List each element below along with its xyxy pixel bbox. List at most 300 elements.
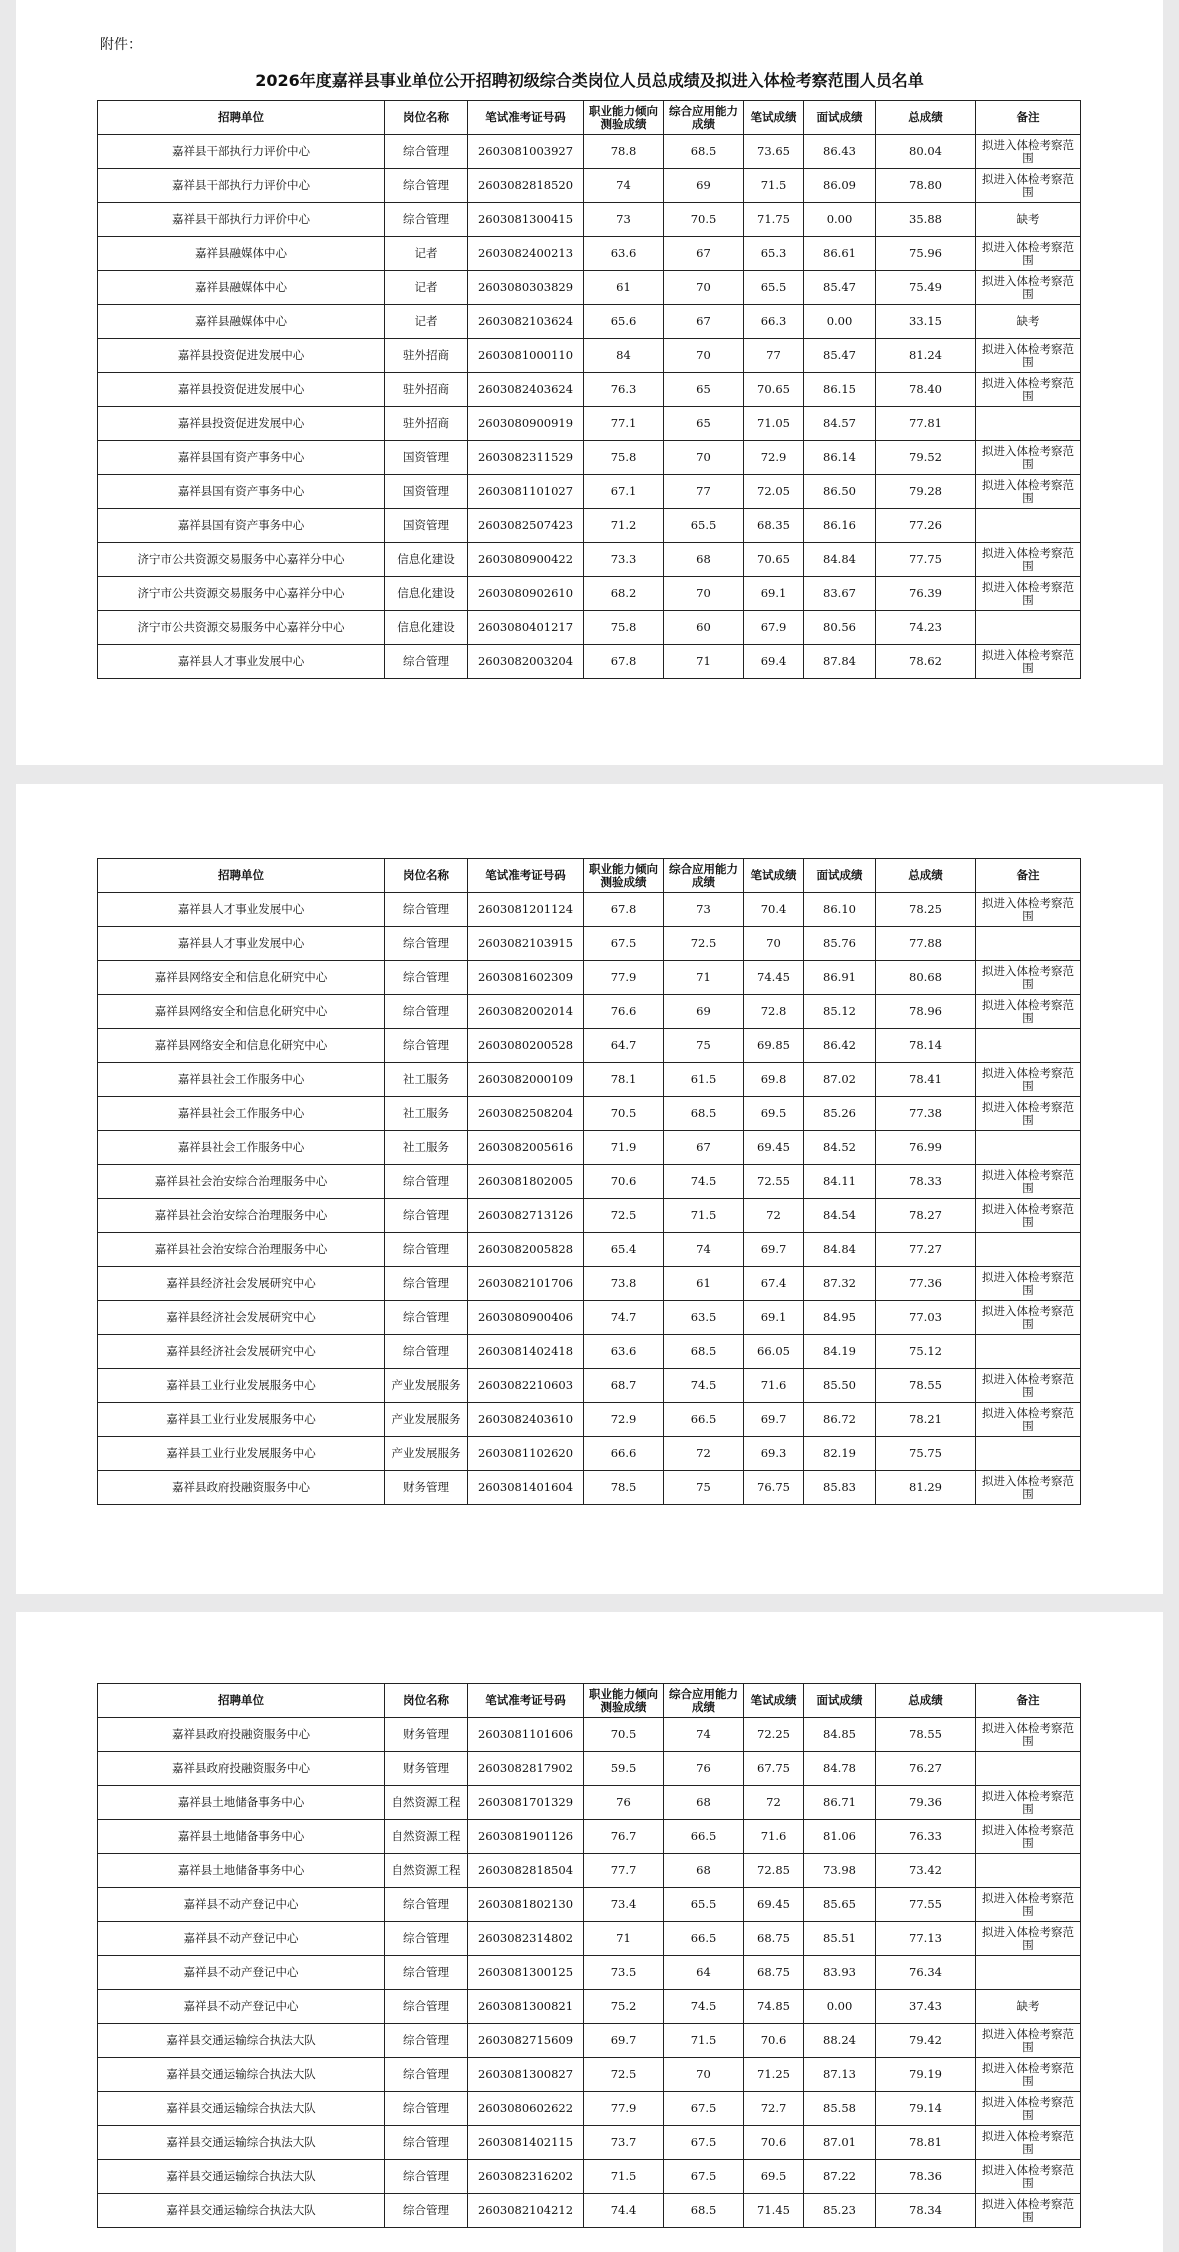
cell-remark	[976, 509, 1081, 543]
cell-application: 61	[664, 1267, 744, 1301]
score-table-page-1	[97, 100, 1081, 679]
cell-application: 71.5	[664, 1199, 744, 1233]
cell-remark: 拟进入体检考察范围	[976, 543, 1081, 577]
table-row	[98, 1956, 1081, 1990]
cell-total: 75.49	[876, 271, 976, 305]
cell-application: 74.5	[664, 1369, 744, 1403]
cell-remark: 拟进入体检考察范围	[976, 1820, 1081, 1854]
cell-interview: 85.58	[804, 2092, 876, 2126]
cell-interview: 86.14	[804, 441, 876, 475]
cell-application: 74.5	[664, 1990, 744, 2024]
cell-position: 记者	[385, 237, 468, 271]
cell-application: 67.5	[664, 2160, 744, 2194]
header-written: 笔试成绩	[744, 859, 804, 893]
table-row	[98, 1063, 1081, 1097]
cell-exam-id: 2603080900422	[468, 543, 584, 577]
header-interview: 面试成绩	[804, 859, 876, 893]
cell-position: 信息化建设	[385, 611, 468, 645]
cell-written: 69.5	[744, 1097, 804, 1131]
table-row	[98, 1301, 1081, 1335]
table-row	[98, 543, 1081, 577]
cell-position: 国资管理	[385, 509, 468, 543]
cell-unit: 嘉祥县国有资产事务中心	[98, 509, 385, 543]
cell-total: 73.42	[876, 1854, 976, 1888]
table-row	[98, 2160, 1081, 2194]
cell-aptitude: 70.6	[584, 1165, 664, 1199]
cell-unit: 济宁市公共资源交易服务中心嘉祥分中心	[98, 543, 385, 577]
cell-total: 78.21	[876, 1403, 976, 1437]
cell-unit: 济宁市公共资源交易服务中心嘉祥分中心	[98, 577, 385, 611]
cell-total: 35.88	[876, 203, 976, 237]
cell-exam-id: 2603082005616	[468, 1131, 584, 1165]
table-row	[98, 2058, 1081, 2092]
cell-aptitude: 76.7	[584, 1820, 664, 1854]
cell-application: 69	[664, 169, 744, 203]
table-row	[98, 2024, 1081, 2058]
cell-position: 综合管理	[385, 1956, 468, 1990]
table-row	[98, 1786, 1081, 1820]
cell-written: 72.7	[744, 2092, 804, 2126]
table-row	[98, 893, 1081, 927]
cell-remark: 拟进入体检考察范围	[976, 2126, 1081, 2160]
cell-unit: 嘉祥县国有资产事务中心	[98, 475, 385, 509]
cell-aptitude: 75.8	[584, 611, 664, 645]
cell-interview: 0.00	[804, 203, 876, 237]
cell-application: 75	[664, 1029, 744, 1063]
cell-interview: 80.56	[804, 611, 876, 645]
header-unit: 招聘单位	[98, 101, 385, 135]
cell-interview: 84.11	[804, 1165, 876, 1199]
cell-position: 综合管理	[385, 2058, 468, 2092]
cell-application: 77	[664, 475, 744, 509]
cell-application: 67	[664, 1131, 744, 1165]
cell-remark: 拟进入体检考察范围	[976, 995, 1081, 1029]
cell-position: 财务管理	[385, 1471, 468, 1505]
cell-unit: 嘉祥县经济社会发展研究中心	[98, 1301, 385, 1335]
cell-aptitude: 73	[584, 203, 664, 237]
cell-remark	[976, 1335, 1081, 1369]
cell-unit: 嘉祥县政府投融资服务中心	[98, 1752, 385, 1786]
cell-written: 69.7	[744, 1233, 804, 1267]
cell-position: 社工服务	[385, 1131, 468, 1165]
cell-remark: 拟进入体检考察范围	[976, 373, 1081, 407]
cell-unit: 嘉祥县网络安全和信息化研究中心	[98, 995, 385, 1029]
cell-aptitude: 67.1	[584, 475, 664, 509]
cell-position: 信息化建设	[385, 543, 468, 577]
cell-total: 78.80	[876, 169, 976, 203]
header-interview: 面试成绩	[804, 1684, 876, 1718]
cell-interview: 83.93	[804, 1956, 876, 1990]
cell-remark	[976, 1029, 1081, 1063]
cell-position: 综合管理	[385, 1888, 468, 1922]
cell-application: 72	[664, 1437, 744, 1471]
cell-interview: 84.57	[804, 407, 876, 441]
cell-remark: 拟进入体检考察范围	[976, 237, 1081, 271]
cell-exam-id: 2603081300125	[468, 1956, 584, 1990]
cell-exam-id: 2603080401217	[468, 611, 584, 645]
cell-total: 79.14	[876, 2092, 976, 2126]
cell-exam-id: 2603082715609	[468, 2024, 584, 2058]
cell-aptitude: 61	[584, 271, 664, 305]
cell-total: 77.88	[876, 927, 976, 961]
header-written: 笔试成绩	[744, 101, 804, 135]
cell-application: 67	[664, 305, 744, 339]
table-row	[98, 577, 1081, 611]
cell-aptitude: 77.1	[584, 407, 664, 441]
cell-position: 综合管理	[385, 1233, 468, 1267]
cell-unit: 嘉祥县干部执行力评价中心	[98, 169, 385, 203]
header-unit: 招聘单位	[98, 1684, 385, 1718]
cell-exam-id: 2603082210603	[468, 1369, 584, 1403]
cell-exam-id: 2603081101027	[468, 475, 584, 509]
cell-interview: 82.19	[804, 1437, 876, 1471]
cell-application: 68.5	[664, 1097, 744, 1131]
page-2	[16, 784, 1163, 1594]
cell-total: 79.19	[876, 2058, 976, 2092]
table-row	[98, 339, 1081, 373]
cell-exam-id: 2603081300827	[468, 2058, 584, 2092]
cell-position: 驻外招商	[385, 339, 468, 373]
table-header-row	[98, 859, 1081, 893]
cell-total: 81.24	[876, 339, 976, 373]
cell-aptitude: 71.5	[584, 2160, 664, 2194]
cell-position: 记者	[385, 305, 468, 339]
cell-unit: 嘉祥县社会治安综合治理服务中心	[98, 1233, 385, 1267]
cell-remark	[976, 1233, 1081, 1267]
cell-unit: 嘉祥县人才事业发展中心	[98, 927, 385, 961]
cell-application: 72.5	[664, 927, 744, 961]
cell-application: 67.5	[664, 2092, 744, 2126]
cell-application: 68.5	[664, 1335, 744, 1369]
cell-exam-id: 2603081300415	[468, 203, 584, 237]
table-row	[98, 611, 1081, 645]
cell-unit: 嘉祥县社会工作服务中心	[98, 1063, 385, 1097]
cell-remark: 缺考	[976, 305, 1081, 339]
cell-aptitude: 77.9	[584, 2092, 664, 2126]
cell-remark: 拟进入体检考察范围	[976, 2024, 1081, 2058]
cell-written: 72	[744, 1786, 804, 1820]
cell-exam-id: 2603081901126	[468, 1820, 584, 1854]
cell-aptitude: 73.7	[584, 2126, 664, 2160]
cell-exam-id: 2603082311529	[468, 441, 584, 475]
cell-interview: 85.26	[804, 1097, 876, 1131]
attachment-label: 附件：	[100, 37, 142, 53]
cell-application: 68	[664, 1786, 744, 1820]
cell-exam-id: 2603080900406	[468, 1301, 584, 1335]
cell-unit: 嘉祥县工业行业发展服务中心	[98, 1403, 385, 1437]
table-row	[98, 1888, 1081, 1922]
cell-application: 60	[664, 611, 744, 645]
cell-unit: 嘉祥县交通运输综合执法大队	[98, 2092, 385, 2126]
cell-total: 74.23	[876, 611, 976, 645]
cell-interview: 87.84	[804, 645, 876, 679]
cell-exam-id: 2603081402115	[468, 2126, 584, 2160]
cell-total: 78.96	[876, 995, 976, 1029]
cell-written: 66.05	[744, 1335, 804, 1369]
header-aptitude: 职业能力倾向测验成绩	[584, 1684, 664, 1718]
cell-written: 70.6	[744, 2024, 804, 2058]
cell-aptitude: 67.8	[584, 893, 664, 927]
cell-exam-id: 2603081102620	[468, 1437, 584, 1471]
header-remark: 备注	[976, 859, 1081, 893]
table-row	[98, 1131, 1081, 1165]
cell-written: 70.4	[744, 893, 804, 927]
cell-written: 69.85	[744, 1029, 804, 1063]
cell-interview: 84.84	[804, 1233, 876, 1267]
cell-unit: 嘉祥县土地储备事务中心	[98, 1854, 385, 1888]
cell-remark: 拟进入体检考察范围	[976, 2092, 1081, 2126]
cell-remark: 拟进入体检考察范围	[976, 893, 1081, 927]
cell-aptitude: 77.7	[584, 1854, 664, 1888]
cell-application: 68.5	[664, 135, 744, 169]
cell-unit: 嘉祥县网络安全和信息化研究中心	[98, 1029, 385, 1063]
cell-interview: 88.24	[804, 2024, 876, 2058]
cell-remark: 拟进入体检考察范围	[976, 1922, 1081, 1956]
cell-aptitude: 68.2	[584, 577, 664, 611]
cell-interview: 84.84	[804, 543, 876, 577]
cell-total: 78.33	[876, 1165, 976, 1199]
cell-unit: 嘉祥县土地储备事务中心	[98, 1820, 385, 1854]
cell-total: 77.75	[876, 543, 976, 577]
table-row	[98, 1471, 1081, 1505]
table-row	[98, 1820, 1081, 1854]
cell-exam-id: 2603081802005	[468, 1165, 584, 1199]
cell-remark	[976, 1437, 1081, 1471]
cell-aptitude: 73.3	[584, 543, 664, 577]
cell-total: 77.81	[876, 407, 976, 441]
table-row	[98, 1335, 1081, 1369]
header-exam-id: 笔试准考证号码	[468, 859, 584, 893]
cell-exam-id: 2603080902610	[468, 577, 584, 611]
cell-aptitude: 75.8	[584, 441, 664, 475]
cell-unit: 嘉祥县干部执行力评价中心	[98, 135, 385, 169]
cell-interview: 0.00	[804, 305, 876, 339]
cell-unit: 嘉祥县经济社会发展研究中心	[98, 1267, 385, 1301]
table-row	[98, 135, 1081, 169]
cell-aptitude: 72.5	[584, 2058, 664, 2092]
cell-aptitude: 84	[584, 339, 664, 373]
cell-aptitude: 59.5	[584, 1752, 664, 1786]
cell-unit: 嘉祥县社会治安综合治理服务中心	[98, 1165, 385, 1199]
cell-application: 65	[664, 407, 744, 441]
table-row	[98, 2194, 1081, 2228]
cell-total: 76.99	[876, 1131, 976, 1165]
cell-unit: 嘉祥县不动产登记中心	[98, 1956, 385, 1990]
cell-written: 67.9	[744, 611, 804, 645]
cell-application: 67.5	[664, 2126, 744, 2160]
cell-written: 69.45	[744, 1888, 804, 1922]
cell-interview: 86.15	[804, 373, 876, 407]
cell-aptitude: 75.2	[584, 1990, 664, 2024]
cell-position: 综合管理	[385, 1165, 468, 1199]
table-row	[98, 1267, 1081, 1301]
cell-total: 75.12	[876, 1335, 976, 1369]
cell-application: 70	[664, 2058, 744, 2092]
cell-remark: 拟进入体检考察范围	[976, 169, 1081, 203]
cell-application: 70.5	[664, 203, 744, 237]
cell-exam-id: 2603081300821	[468, 1990, 584, 2024]
cell-interview: 84.54	[804, 1199, 876, 1233]
header-remark: 备注	[976, 101, 1081, 135]
cell-interview: 84.78	[804, 1752, 876, 1786]
cell-unit: 嘉祥县交通运输综合执法大队	[98, 2194, 385, 2228]
cell-written: 72.05	[744, 475, 804, 509]
cell-remark	[976, 407, 1081, 441]
cell-application: 68.5	[664, 2194, 744, 2228]
cell-exam-id: 2603081201124	[468, 893, 584, 927]
cell-total: 77.03	[876, 1301, 976, 1335]
cell-total: 78.40	[876, 373, 976, 407]
header-unit: 招聘单位	[98, 859, 385, 893]
cell-exam-id: 2603080303829	[468, 271, 584, 305]
cell-unit: 嘉祥县投资促进发展中心	[98, 339, 385, 373]
cell-application: 70	[664, 441, 744, 475]
cell-written: 71.05	[744, 407, 804, 441]
cell-total: 75.96	[876, 237, 976, 271]
cell-interview: 85.65	[804, 1888, 876, 1922]
cell-exam-id: 2603080200528	[468, 1029, 584, 1063]
cell-position: 国资管理	[385, 441, 468, 475]
cell-application: 68	[664, 1854, 744, 1888]
cell-remark: 缺考	[976, 203, 1081, 237]
cell-interview: 86.71	[804, 1786, 876, 1820]
cell-written: 70.6	[744, 2126, 804, 2160]
cell-interview: 85.47	[804, 339, 876, 373]
cell-position: 驻外招商	[385, 373, 468, 407]
table-row	[98, 1165, 1081, 1199]
cell-aptitude: 63.6	[584, 1335, 664, 1369]
cell-written: 70.65	[744, 543, 804, 577]
cell-position: 综合管理	[385, 927, 468, 961]
cell-unit: 嘉祥县不动产登记中心	[98, 1990, 385, 2024]
header-position: 岗位名称	[385, 101, 468, 135]
cell-written: 71.5	[744, 169, 804, 203]
cell-written: 71.75	[744, 203, 804, 237]
cell-unit: 嘉祥县社会工作服务中心	[98, 1097, 385, 1131]
table-header-row	[98, 101, 1081, 135]
cell-position: 综合管理	[385, 2092, 468, 2126]
cell-aptitude: 76.3	[584, 373, 664, 407]
cell-position: 国资管理	[385, 475, 468, 509]
cell-total: 79.42	[876, 2024, 976, 2058]
cell-unit: 嘉祥县土地储备事务中心	[98, 1786, 385, 1820]
cell-remark: 拟进入体检考察范围	[976, 271, 1081, 305]
cell-unit: 嘉祥县投资促进发展中心	[98, 407, 385, 441]
cell-exam-id: 2603081000110	[468, 339, 584, 373]
cell-position: 产业发展服务	[385, 1369, 468, 1403]
cell-total: 79.52	[876, 441, 976, 475]
header-total: 总成绩	[876, 1684, 976, 1718]
cell-position: 自然资源工程	[385, 1786, 468, 1820]
cell-exam-id: 2603082000109	[468, 1063, 584, 1097]
cell-position: 综合管理	[385, 2194, 468, 2228]
cell-remark: 拟进入体检考察范围	[976, 1403, 1081, 1437]
cell-interview: 83.67	[804, 577, 876, 611]
cell-aptitude: 74.7	[584, 1301, 664, 1335]
cell-application: 68	[664, 543, 744, 577]
header-aptitude: 职业能力倾向测验成绩	[584, 101, 664, 135]
cell-written: 68.35	[744, 509, 804, 543]
cell-aptitude: 70.5	[584, 1718, 664, 1752]
cell-application: 74	[664, 1718, 744, 1752]
cell-position: 财务管理	[385, 1718, 468, 1752]
cell-total: 77.55	[876, 1888, 976, 1922]
cell-interview: 85.23	[804, 2194, 876, 2228]
cell-unit: 嘉祥县人才事业发展中心	[98, 893, 385, 927]
cell-written: 71.6	[744, 1369, 804, 1403]
cell-application: 71	[664, 961, 744, 995]
cell-exam-id: 2603082817902	[468, 1752, 584, 1786]
table-row	[98, 203, 1081, 237]
cell-aptitude: 71.2	[584, 509, 664, 543]
cell-total: 78.14	[876, 1029, 976, 1063]
cell-exam-id: 2603082403624	[468, 373, 584, 407]
cell-total: 78.55	[876, 1718, 976, 1752]
cell-exam-id: 2603082507423	[468, 509, 584, 543]
header-exam-id: 笔试准考证号码	[468, 101, 584, 135]
cell-written: 76.75	[744, 1471, 804, 1505]
cell-exam-id: 2603082103915	[468, 927, 584, 961]
cell-total: 76.39	[876, 577, 976, 611]
cell-interview: 86.09	[804, 169, 876, 203]
cell-remark: 拟进入体检考察范围	[976, 1199, 1081, 1233]
cell-interview: 85.47	[804, 271, 876, 305]
cell-remark: 拟进入体检考察范围	[976, 1718, 1081, 1752]
cell-written: 72.25	[744, 1718, 804, 1752]
cell-written: 72.8	[744, 995, 804, 1029]
table-row	[98, 407, 1081, 441]
cell-written: 68.75	[744, 1922, 804, 1956]
cell-application: 74.5	[664, 1165, 744, 1199]
header-written: 笔试成绩	[744, 1684, 804, 1718]
cell-remark: 拟进入体检考察范围	[976, 475, 1081, 509]
cell-interview: 85.76	[804, 927, 876, 961]
cell-aptitude: 64.7	[584, 1029, 664, 1063]
cell-position: 综合管理	[385, 1922, 468, 1956]
cell-written: 72.85	[744, 1854, 804, 1888]
cell-position: 综合管理	[385, 203, 468, 237]
table-row	[98, 169, 1081, 203]
cell-written: 72.9	[744, 441, 804, 475]
cell-remark: 拟进入体检考察范围	[976, 1097, 1081, 1131]
cell-application: 66.5	[664, 1922, 744, 1956]
cell-unit: 嘉祥县政府投融资服务中心	[98, 1471, 385, 1505]
table-row	[98, 1752, 1081, 1786]
cell-unit: 嘉祥县交通运输综合执法大队	[98, 2024, 385, 2058]
cell-remark: 拟进入体检考察范围	[976, 1165, 1081, 1199]
cell-remark: 拟进入体检考察范围	[976, 1369, 1081, 1403]
cell-unit: 嘉祥县人才事业发展中心	[98, 645, 385, 679]
cell-aptitude: 67.5	[584, 927, 664, 961]
cell-total: 78.36	[876, 2160, 976, 2194]
cell-written: 74.85	[744, 1990, 804, 2024]
cell-written: 65.5	[744, 271, 804, 305]
cell-remark	[976, 927, 1081, 961]
cell-aptitude: 73.8	[584, 1267, 664, 1301]
cell-remark: 拟进入体检考察范围	[976, 339, 1081, 373]
table-row	[98, 961, 1081, 995]
cell-application: 63.5	[664, 1301, 744, 1335]
cell-total: 78.62	[876, 645, 976, 679]
cell-interview: 86.72	[804, 1403, 876, 1437]
cell-written: 69.45	[744, 1131, 804, 1165]
header-interview: 面试成绩	[804, 101, 876, 135]
cell-unit: 嘉祥县投资促进发展中心	[98, 373, 385, 407]
header-application: 综合应用能力成绩	[664, 859, 744, 893]
cell-position: 综合管理	[385, 135, 468, 169]
cell-written: 73.65	[744, 135, 804, 169]
cell-total: 33.15	[876, 305, 976, 339]
